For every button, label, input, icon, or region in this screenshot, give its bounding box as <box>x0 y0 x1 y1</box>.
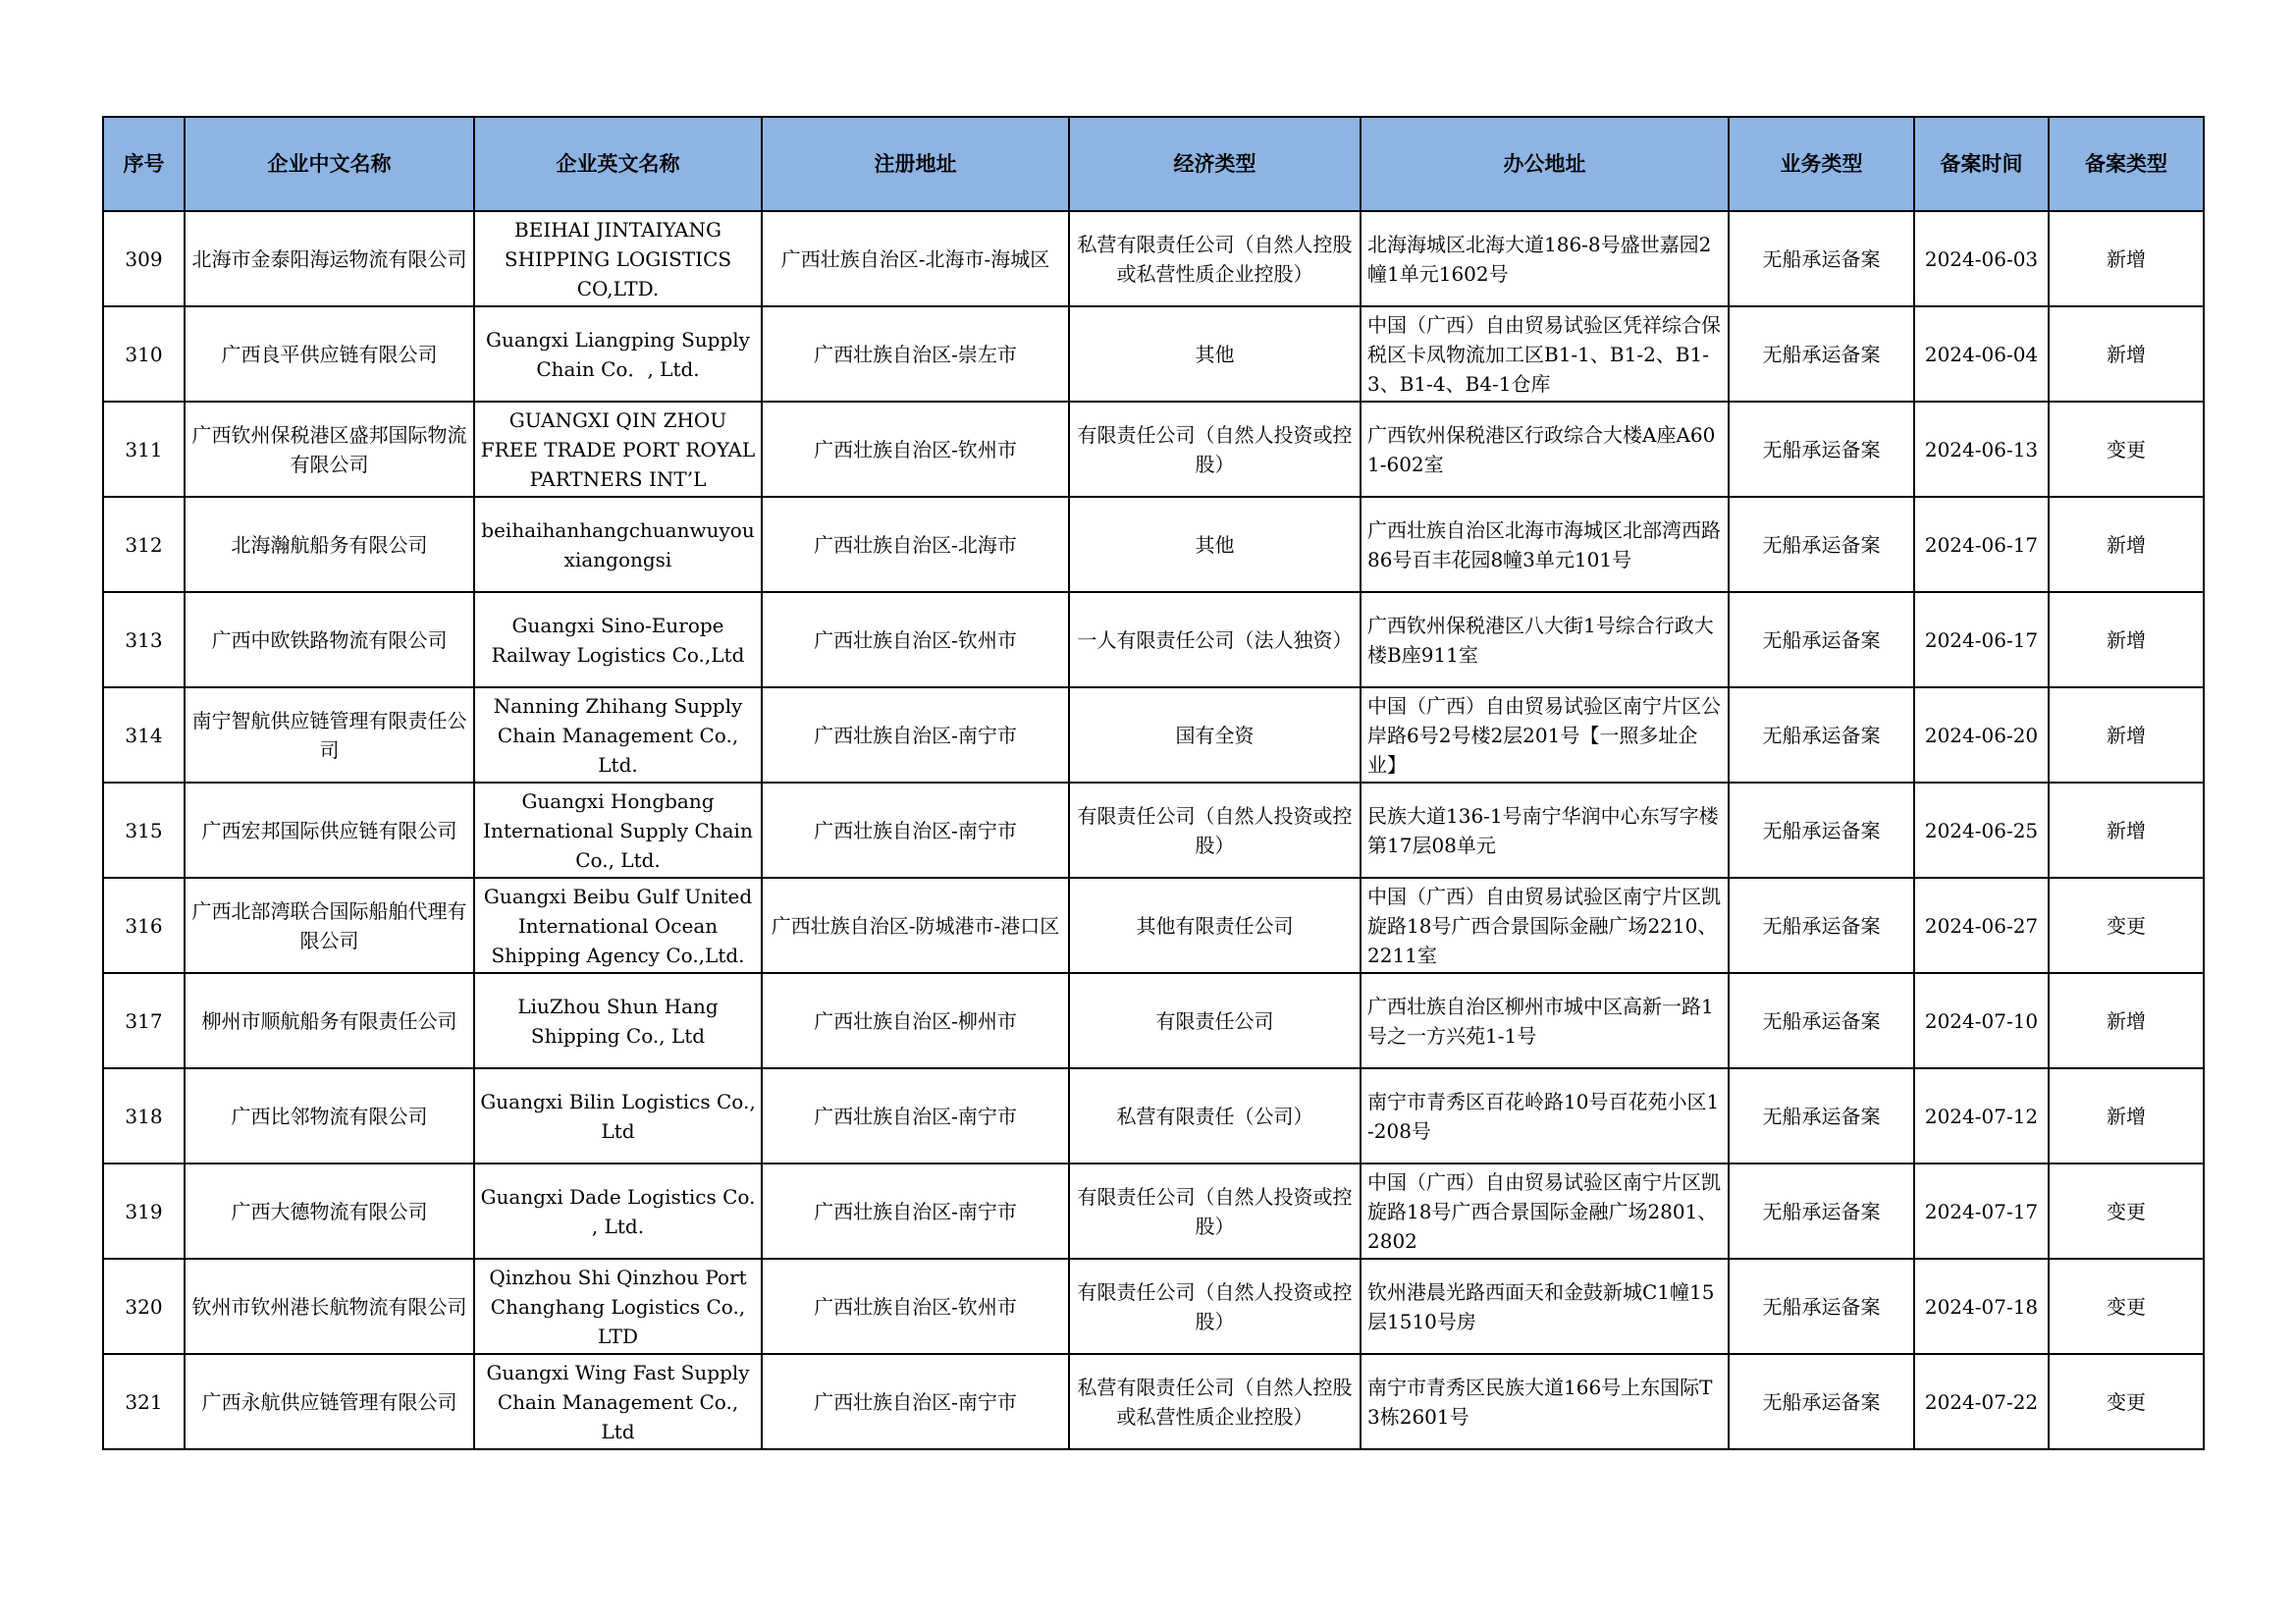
company-en-name-cell: BEIHAI JINTAIYANG SHIPPING LOGISTICS CO,LTD. <box>474 211 762 306</box>
table-row <box>103 687 2204 783</box>
serial-no-cell: 309 <box>103 211 185 306</box>
registered-address-cell: 广西壮族自治区-北海市 <box>762 497 1069 592</box>
table-row <box>103 973 2204 1068</box>
filing-type-cell: 新增 <box>2049 306 2204 402</box>
registered-address-cell: 广西壮族自治区-崇左市 <box>762 306 1069 402</box>
registered-address-cell: 广西壮族自治区-钦州市 <box>762 1259 1069 1354</box>
table-row <box>103 878 2204 973</box>
company-cn-name-cell: 广西宏邦国际供应链有限公司 <box>185 783 474 878</box>
office-address-cell: 中国（广西）自由贸易试验区凭祥综合保税区卡凤物流加工区B1-1、B1-2、B1-3、B1-4、B4-1仓库 <box>1361 306 1729 402</box>
filing-type-cell: 新增 <box>2049 687 2204 783</box>
table-body <box>103 211 2204 1449</box>
company-cn-name-cell: 广西永航供应链管理有限公司 <box>185 1354 474 1449</box>
office-address-cell: 广西壮族自治区柳州市城中区高新一路1号之一方兴苑1-1号 <box>1361 973 1729 1068</box>
business-type-cell: 无船承运备案 <box>1729 687 1914 783</box>
office-address-cell: 钦州港晨光路西面天和金鼓新城C1幢15层1510号房 <box>1361 1259 1729 1354</box>
company-en-name-cell: Guangxi Hongbang International Supply Chain Co., Ltd. <box>474 783 762 878</box>
filing-date-cell: 2024-07-10 <box>1914 973 2049 1068</box>
business-type-cell: 无船承运备案 <box>1729 878 1914 973</box>
registered-address-cell: 广西壮族自治区-南宁市 <box>762 1068 1069 1164</box>
company-cn-name-cell: 广西中欧铁路物流有限公司 <box>185 592 474 687</box>
company-cn-name-cell: 广西钦州保税港区盛邦国际物流有限公司 <box>185 402 474 497</box>
filing-type-cell: 新增 <box>2049 497 2204 592</box>
business-type-cell: 无船承运备案 <box>1729 1068 1914 1164</box>
table-row <box>103 211 2204 306</box>
filing-date-cell: 2024-07-22 <box>1914 1354 2049 1449</box>
table-row <box>103 1164 2204 1259</box>
office-address-cell: 南宁市青秀区百花岭路10号百花苑小区1-208号 <box>1361 1068 1729 1164</box>
filing-records-table <box>102 116 2205 1450</box>
office-address-cell: 广西钦州保税港区行政综合大楼A座A601-602室 <box>1361 402 1729 497</box>
company-en-name-cell: Guangxi Wing Fast Supply Chain Management Co., Ltd <box>474 1354 762 1449</box>
economic-type-cell: 私营有限责任（公司） <box>1069 1068 1361 1164</box>
economic-type-cell: 私营有限责任公司（自然人控股或私营性质企业控股） <box>1069 1354 1361 1449</box>
office-address-cell: 民族大道136-1号南宁华润中心东写字楼第17层08单元 <box>1361 783 1729 878</box>
company-en-name-cell: Guangxi Sino-Europe Railway Logistics Co.,Ltd <box>474 592 762 687</box>
office-address-cell: 广西钦州保税港区八大街1号综合行政大楼B座911室 <box>1361 592 1729 687</box>
filing-date-cell: 2024-07-12 <box>1914 1068 2049 1164</box>
header-business-type: 业务类型 <box>1729 117 1914 211</box>
company-en-name-cell: Guangxi Beibu Gulf United International Ocean Shipping Agency Co.,Ltd. <box>474 878 762 973</box>
header-row <box>103 117 2204 211</box>
office-address-cell: 北海海城区北海大道186-8号盛世嘉园2幢1单元1602号 <box>1361 211 1729 306</box>
header-office-address: 办公地址 <box>1361 117 1729 211</box>
header-company-en-name: 企业英文名称 <box>474 117 762 211</box>
company-en-name-cell: Nanning Zhihang Supply Chain Management Co., Ltd. <box>474 687 762 783</box>
serial-no-cell: 317 <box>103 973 185 1068</box>
filing-type-cell: 新增 <box>2049 592 2204 687</box>
company-en-name-cell: Qinzhou Shi Qinzhou Port Changhang Logistics Co., LTD <box>474 1259 762 1354</box>
filing-date-cell: 2024-07-17 <box>1914 1164 2049 1259</box>
company-en-name-cell: Guangxi Bilin Logistics Co., Ltd <box>474 1068 762 1164</box>
table-row <box>103 1259 2204 1354</box>
table-row <box>103 306 2204 402</box>
filing-type-cell: 变更 <box>2049 1259 2204 1354</box>
economic-type-cell: 有限责任公司（自然人投资或控股） <box>1069 1164 1361 1259</box>
filing-date-cell: 2024-06-25 <box>1914 783 2049 878</box>
filing-type-cell: 变更 <box>2049 1354 2204 1449</box>
office-address-cell: 广西壮族自治区北海市海城区北部湾西路86号百丰花园8幢3单元101号 <box>1361 497 1729 592</box>
business-type-cell: 无船承运备案 <box>1729 306 1914 402</box>
filing-type-cell: 变更 <box>2049 878 2204 973</box>
company-cn-name-cell: 广西良平供应链有限公司 <box>185 306 474 402</box>
registered-address-cell: 广西壮族自治区-北海市-海城区 <box>762 211 1069 306</box>
economic-type-cell: 国有全资 <box>1069 687 1361 783</box>
company-cn-name-cell: 北海瀚航船务有限公司 <box>185 497 474 592</box>
filing-date-cell: 2024-06-17 <box>1914 497 2049 592</box>
serial-no-cell: 313 <box>103 592 185 687</box>
company-cn-name-cell: 广西比邻物流有限公司 <box>185 1068 474 1164</box>
header-filing-type: 备案类型 <box>2049 117 2204 211</box>
header-serial-no: 序号 <box>103 117 185 211</box>
company-cn-name-cell: 钦州市钦州港长航物流有限公司 <box>185 1259 474 1354</box>
serial-no-cell: 319 <box>103 1164 185 1259</box>
registered-address-cell: 广西壮族自治区-南宁市 <box>762 1354 1069 1449</box>
serial-no-cell: 320 <box>103 1259 185 1354</box>
header-company-cn-name: 企业中文名称 <box>185 117 474 211</box>
economic-type-cell: 有限责任公司 <box>1069 973 1361 1068</box>
table-row <box>103 1068 2204 1164</box>
company-cn-name-cell: 广西大德物流有限公司 <box>185 1164 474 1259</box>
business-type-cell: 无船承运备案 <box>1729 211 1914 306</box>
serial-no-cell: 314 <box>103 687 185 783</box>
serial-no-cell: 312 <box>103 497 185 592</box>
filing-date-cell: 2024-06-27 <box>1914 878 2049 973</box>
economic-type-cell: 一人有限责任公司（法人独资） <box>1069 592 1361 687</box>
registered-address-cell: 广西壮族自治区-钦州市 <box>762 402 1069 497</box>
company-cn-name-cell: 北海市金泰阳海运物流有限公司 <box>185 211 474 306</box>
business-type-cell: 无船承运备案 <box>1729 973 1914 1068</box>
filing-date-cell: 2024-06-17 <box>1914 592 2049 687</box>
table-row <box>103 1354 2204 1449</box>
business-type-cell: 无船承运备案 <box>1729 402 1914 497</box>
filing-type-cell: 新增 <box>2049 211 2204 306</box>
registered-address-cell: 广西壮族自治区-柳州市 <box>762 973 1069 1068</box>
table-row <box>103 402 2204 497</box>
serial-no-cell: 321 <box>103 1354 185 1449</box>
company-en-name-cell: LiuZhou Shun Hang Shipping Co., Ltd <box>474 973 762 1068</box>
office-address-cell: 南宁市青秀区民族大道166号上东国际T3栋2601号 <box>1361 1354 1729 1449</box>
table-row <box>103 497 2204 592</box>
filing-date-cell: 2024-06-04 <box>1914 306 2049 402</box>
economic-type-cell: 其他 <box>1069 497 1361 592</box>
serial-no-cell: 310 <box>103 306 185 402</box>
economic-type-cell: 私营有限责任公司（自然人控股或私营性质企业控股） <box>1069 211 1361 306</box>
header-filing-date: 备案时间 <box>1914 117 2049 211</box>
filing-type-cell: 变更 <box>2049 402 2204 497</box>
filing-date-cell: 2024-07-18 <box>1914 1259 2049 1354</box>
header-economic-type: 经济类型 <box>1069 117 1361 211</box>
business-type-cell: 无船承运备案 <box>1729 592 1914 687</box>
business-type-cell: 无船承运备案 <box>1729 783 1914 878</box>
filing-type-cell: 新增 <box>2049 973 2204 1068</box>
office-address-cell: 中国（广西）自由贸易试验区南宁片区公岸路6号2号楼2层201号【一照多址企业】 <box>1361 687 1729 783</box>
header-registered-address: 注册地址 <box>762 117 1069 211</box>
economic-type-cell: 有限责任公司（自然人投资或控股） <box>1069 783 1361 878</box>
company-cn-name-cell: 南宁智航供应链管理有限责任公司 <box>185 687 474 783</box>
table-row <box>103 783 2204 878</box>
company-cn-name-cell: 广西北部湾联合国际船舶代理有限公司 <box>185 878 474 973</box>
filing-type-cell: 新增 <box>2049 1068 2204 1164</box>
economic-type-cell: 有限责任公司（自然人投资或控股） <box>1069 402 1361 497</box>
business-type-cell: 无船承运备案 <box>1729 1259 1914 1354</box>
table-row <box>103 592 2204 687</box>
filing-type-cell: 变更 <box>2049 1164 2204 1259</box>
business-type-cell: 无船承运备案 <box>1729 1354 1914 1449</box>
serial-no-cell: 315 <box>103 783 185 878</box>
business-type-cell: 无船承运备案 <box>1729 497 1914 592</box>
economic-type-cell: 有限责任公司（自然人投资或控股） <box>1069 1259 1361 1354</box>
filing-date-cell: 2024-06-13 <box>1914 402 2049 497</box>
business-type-cell: 无船承运备案 <box>1729 1164 1914 1259</box>
company-en-name-cell: Guangxi Dade Logistics Co. , Ltd. <box>474 1164 762 1259</box>
registered-address-cell: 广西壮族自治区-南宁市 <box>762 1164 1069 1259</box>
filing-type-cell: 新增 <box>2049 783 2204 878</box>
office-address-cell: 中国（广西）自由贸易试验区南宁片区凯旋路18号广西合景国际金融广场2801、2802 <box>1361 1164 1729 1259</box>
serial-no-cell: 318 <box>103 1068 185 1164</box>
economic-type-cell: 其他有限责任公司 <box>1069 878 1361 973</box>
registered-address-cell: 广西壮族自治区-南宁市 <box>762 783 1069 878</box>
registered-address-cell: 广西壮族自治区-钦州市 <box>762 592 1069 687</box>
economic-type-cell: 其他 <box>1069 306 1361 402</box>
office-address-cell: 中国（广西）自由贸易试验区南宁片区凯旋路18号广西合景国际金融广场2210、2211室 <box>1361 878 1729 973</box>
filing-date-cell: 2024-06-20 <box>1914 687 2049 783</box>
filing-date-cell: 2024-06-03 <box>1914 211 2049 306</box>
registered-address-cell: 广西壮族自治区-防城港市-港口区 <box>762 878 1069 973</box>
company-en-name-cell: beihaihanhangchuanwuyouxiangongsi <box>474 497 762 592</box>
serial-no-cell: 311 <box>103 402 185 497</box>
serial-no-cell: 316 <box>103 878 185 973</box>
company-en-name-cell: Guangxi Liangping Supply Chain Co．, Ltd. <box>474 306 762 402</box>
registered-address-cell: 广西壮族自治区-南宁市 <box>762 687 1069 783</box>
company-cn-name-cell: 柳州市顺航船务有限责任公司 <box>185 973 474 1068</box>
company-en-name-cell: GUANGXI QIN ZHOU FREE TRADE PORT ROYAL PARTNERS INT’L <box>474 402 762 497</box>
